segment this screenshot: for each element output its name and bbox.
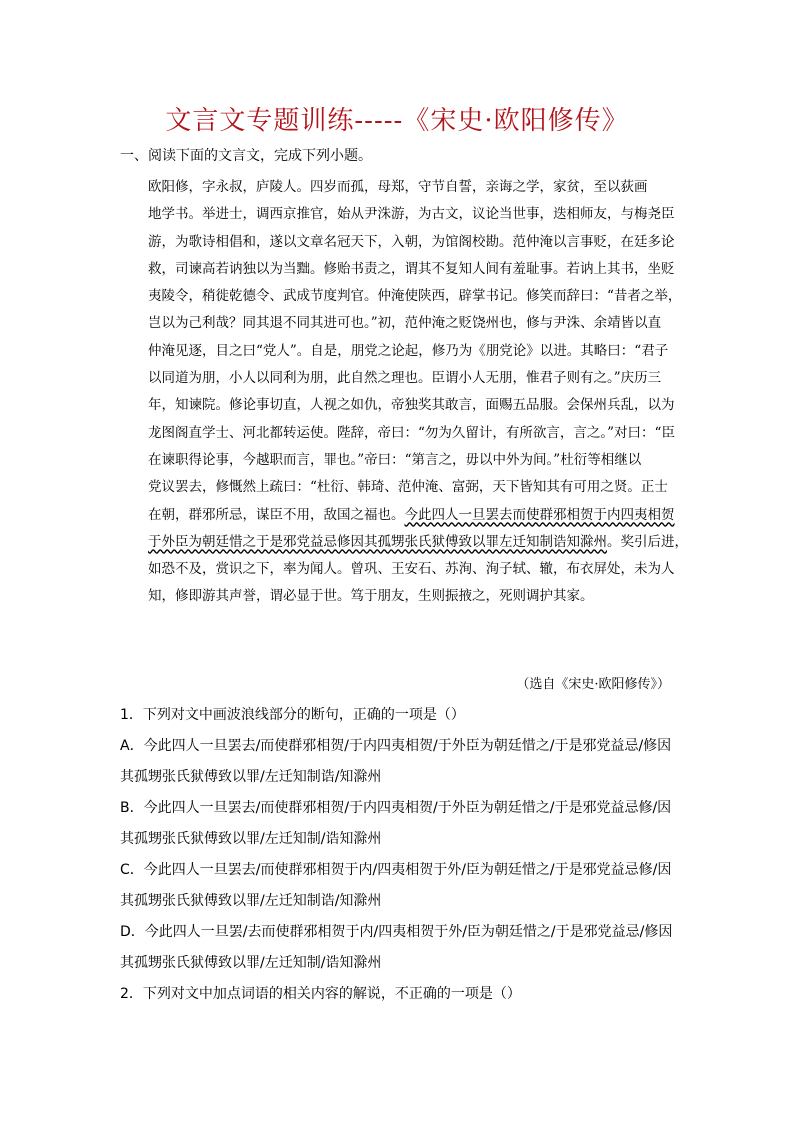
passage-line: 知，修即游其声誉，谓必显于世。笃于朋友，生则振掖之，死则调护其家。 (148, 588, 594, 605)
passage-line: 夷陵令，稍徙乾德令、武成节度判官。仲淹使陕西，辟掌书记。修笑而辞曰：“昔者之举， (148, 288, 682, 305)
option-b-line: B．今此四人一旦罢去/而使群邪相贺/于内四夷相贺/于外臣为朝廷惜之/于是邪党益忌修/因 (120, 800, 672, 816)
wavy-underlined-text: 于外臣为朝廷惜之于是邪党益忌修因其孤甥张氏狱傅致以罪左迁知制诰知滁州 (148, 533, 607, 550)
page-title: 文言文专题训练-----《宋史·欧阳修传》 (165, 106, 629, 136)
option-c-line: 其孤甥张氏狱傅致以罪/左迁知制诰/知滁州 (120, 893, 382, 909)
passage-line: 岂以为己利哉？同其退不同其进可也。”初，范仲淹之贬饶州也，修与尹洙、余靖皆以直 (148, 315, 662, 332)
option-d-line: 其孤甥张氏狱傅致以罪/左迁知制/诰知滁州 (120, 955, 382, 971)
passage-line: 党议罢去，修慨然上疏曰：“杜衍、韩琦、范仲淹、富弼，天下皆知其有可用之贤。正士 (148, 479, 668, 496)
passage-line: 仲淹见逐，目之曰“党人”。自是，朋党之论起，修乃为《朋党论》以进。其略曰：“君子 (148, 342, 669, 359)
passage-line: 龙图阁直学士、河北都转运使。陛辞，帝曰：“勿为久留计，有所欲言，言之。”对曰：“臣 (148, 424, 675, 441)
passage-line: 游，为歌诗相倡和，遂以文章名冠天下，入朝，为馆阁校勘。范仲淹以言事贬，在廷多论 (148, 233, 675, 250)
passage-line: 在谏职得论事，今越职而言，罪也。”帝曰：“第言之，毋以中外为间。”杜衍等相继以 (148, 451, 642, 468)
option-d-line: D．今此四人一旦罢/去而使群邪相贺于内/四夷相贺于外/臣为朝廷惜之/于是邪党益忌/修因 (120, 924, 673, 940)
passage-line: 于外臣为朝廷惜之于是邪党益忌修因其孤甥张氏狱傅致以罪左迁知制诰知滁州。奖引后进， (148, 533, 688, 550)
source-note: （选自《宋史·欧阳修传》） (516, 677, 670, 692)
passage-line: 地学书。举进士，调西京推官，始从尹洙游，为古文，议论当世事，迭相师友，与梅尧臣 (148, 206, 675, 223)
question-stem: 1．下列对文中画波浪线部分的断句，正确的一项是（） (120, 707, 465, 723)
wavy-underlined-text: 今此四人一旦罢去而使群邪相贺于内四夷相贺 (404, 506, 675, 523)
option-b-line: 其孤甥张氏狱傅致以罪/左迁知制/诰知滁州 (120, 831, 382, 847)
passage-line: 年，知谏院。修论事切直，人视之如仇，帝独奖其敢言，面赐五品服。会保州兵乱，以为 (148, 397, 675, 414)
section-heading: 一、阅读下面的文言文，完成下列小题。 (120, 148, 372, 164)
option-a-line: 其孤甥张氏狱傅致以罪/左迁知制诰/知滁州 (120, 769, 382, 785)
passage-line: 以同道为朋，小人以同利为朋，此自然之理也。臣谓小人无朋，惟君子则有之。”庆历三 (148, 370, 662, 387)
passage-line: 如恐不及，赏识之下，率为闻人。曾巩、王安石、苏洵、洵子轼、辙，布衣屏处，未为人 (148, 561, 675, 578)
questions-block (120, 700, 680, 1010)
option-c-line: C．今此四人一旦罢去/而使群邪相贺于内/四夷相贺于外/臣为朝廷惜之/于是邪党益忌修/因 (120, 862, 672, 878)
passage-line: 在朝，群邪所忌，谋臣不用，敌国之福也。今此四人一旦罢去而使群邪相贺于内四夷相贺 (148, 506, 675, 523)
question-stem: 2．下列对文中加点词语的相关内容的解说，不正确的一项是（） (120, 986, 521, 1002)
passage-text (148, 174, 688, 611)
passage-line: 欧阳修，字永叔，庐陵人。四岁而孤，母郑，守节自誓，亲诲之学，家贫，至以荻画 (148, 179, 648, 195)
option-a-line: A．今此四人一旦罢去/而使群邪相贺/于内四夷相贺/于外臣为朝廷惜之/于是邪党益忌/修因 (120, 738, 672, 754)
passage-line: 救，司谏高若讷独以为当黜。修贻书责之，谓其不复知人间有羞耻事。若讷上其书，坐贬 (148, 260, 675, 277)
